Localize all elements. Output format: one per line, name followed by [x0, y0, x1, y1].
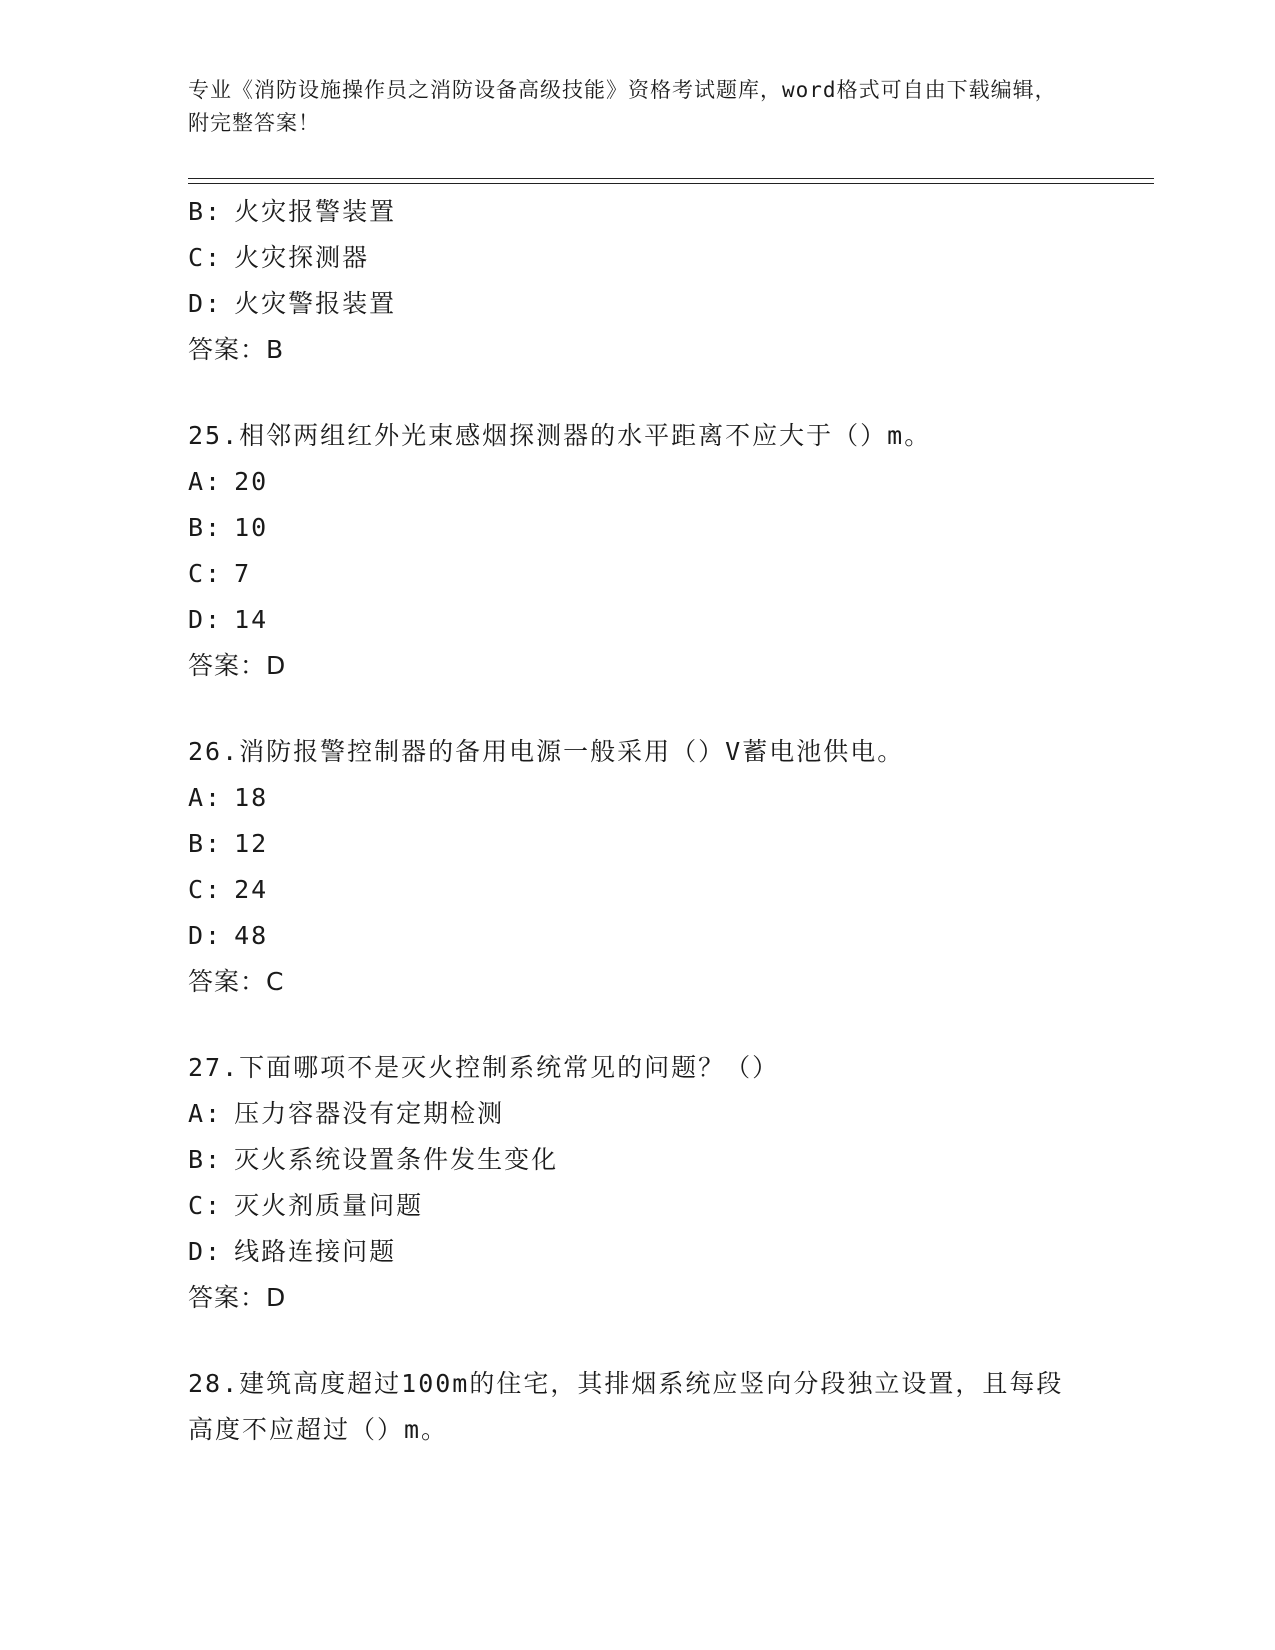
option-row [188, 1091, 1088, 1137]
option-key: C: [188, 559, 223, 588]
option-row [188, 1137, 1088, 1183]
option-row [188, 281, 1088, 327]
option-row [188, 1229, 1088, 1275]
option-text: 压力容器没有定期检测 [234, 1099, 505, 1128]
option-key: A: [188, 467, 223, 496]
question-number: 28. [188, 1369, 240, 1398]
option-row [188, 459, 1088, 505]
question-body: 下面哪项不是灭火控制系统常见的问题？（） [239, 1053, 780, 1082]
option-key: D: [188, 289, 223, 318]
question-26 [188, 729, 1088, 1005]
option-key: D: [188, 921, 223, 950]
option-text: 线路连接问题 [234, 1237, 397, 1266]
option-key: D: [188, 1237, 223, 1266]
answer-line: 答案：B [188, 335, 285, 364]
question-text [188, 1361, 1068, 1453]
option-key: D: [188, 605, 223, 634]
option-row [188, 913, 1088, 959]
option-row [188, 189, 1088, 235]
option-text: 24 [234, 875, 269, 904]
question-list [188, 189, 1088, 1453]
option-key: A: [188, 783, 223, 812]
question-25 [188, 413, 1088, 689]
question-number: 25. [188, 421, 240, 450]
question-28 [188, 1361, 1088, 1453]
option-row [188, 775, 1088, 821]
answer-line: 答案：C [188, 967, 285, 996]
option-text: 10 [234, 513, 269, 542]
option-row [188, 1183, 1088, 1229]
option-text: 灭火系统设置条件发生变化 [234, 1145, 559, 1174]
question-body: 建筑高度超过100m的住宅，其排烟系统应竖向分段独立设置，且每段高度不应超过（）m。 [188, 1369, 1064, 1444]
option-key: B: [188, 829, 223, 858]
option-text: 火灾报警装置 [234, 197, 397, 226]
answer-line: 答案：D [188, 1283, 287, 1312]
option-row [188, 235, 1088, 281]
option-row [188, 551, 1088, 597]
question-27 [188, 1045, 1088, 1321]
question-text [188, 729, 1068, 775]
question-number: 26. [188, 737, 240, 766]
option-key: C: [188, 243, 223, 272]
question-text [188, 413, 1068, 459]
document-header: 专业《消防设施操作员之消防设备高级技能》资格考试题库，word格式可自由下载编辑，附完整答案！ [188, 78, 1057, 135]
question-body: 相邻两组红外光束感烟探测器的水平距离不应大于（）m。 [239, 421, 932, 450]
header-rule-bottom [188, 183, 1154, 184]
option-row [188, 597, 1088, 643]
question-body: 消防报警控制器的备用电源一般采用（）V蓄电池供电。 [239, 737, 905, 766]
option-text: 7 [234, 559, 252, 588]
option-key: B: [188, 197, 223, 226]
option-text: 火灾警报装置 [234, 289, 397, 318]
question-text [188, 1045, 1068, 1091]
option-text: 12 [234, 829, 269, 858]
option-text: 火灾探测器 [234, 243, 370, 272]
question-number: 27. [188, 1053, 240, 1082]
option-key: C: [188, 875, 223, 904]
option-row [188, 867, 1088, 913]
option-key: B: [188, 1145, 223, 1174]
option-row [188, 821, 1088, 867]
option-row [188, 505, 1088, 551]
option-key: B: [188, 513, 223, 542]
option-text: 18 [234, 783, 269, 812]
header-rule-top [188, 178, 1154, 179]
partial-question [188, 189, 1088, 373]
option-text: 48 [234, 921, 269, 950]
option-key: C: [188, 1191, 223, 1220]
option-key: A: [188, 1099, 223, 1128]
option-text: 14 [234, 605, 269, 634]
answer-line: 答案：D [188, 651, 287, 680]
option-text: 灭火剂质量问题 [234, 1191, 424, 1220]
option-text: 20 [234, 467, 269, 496]
